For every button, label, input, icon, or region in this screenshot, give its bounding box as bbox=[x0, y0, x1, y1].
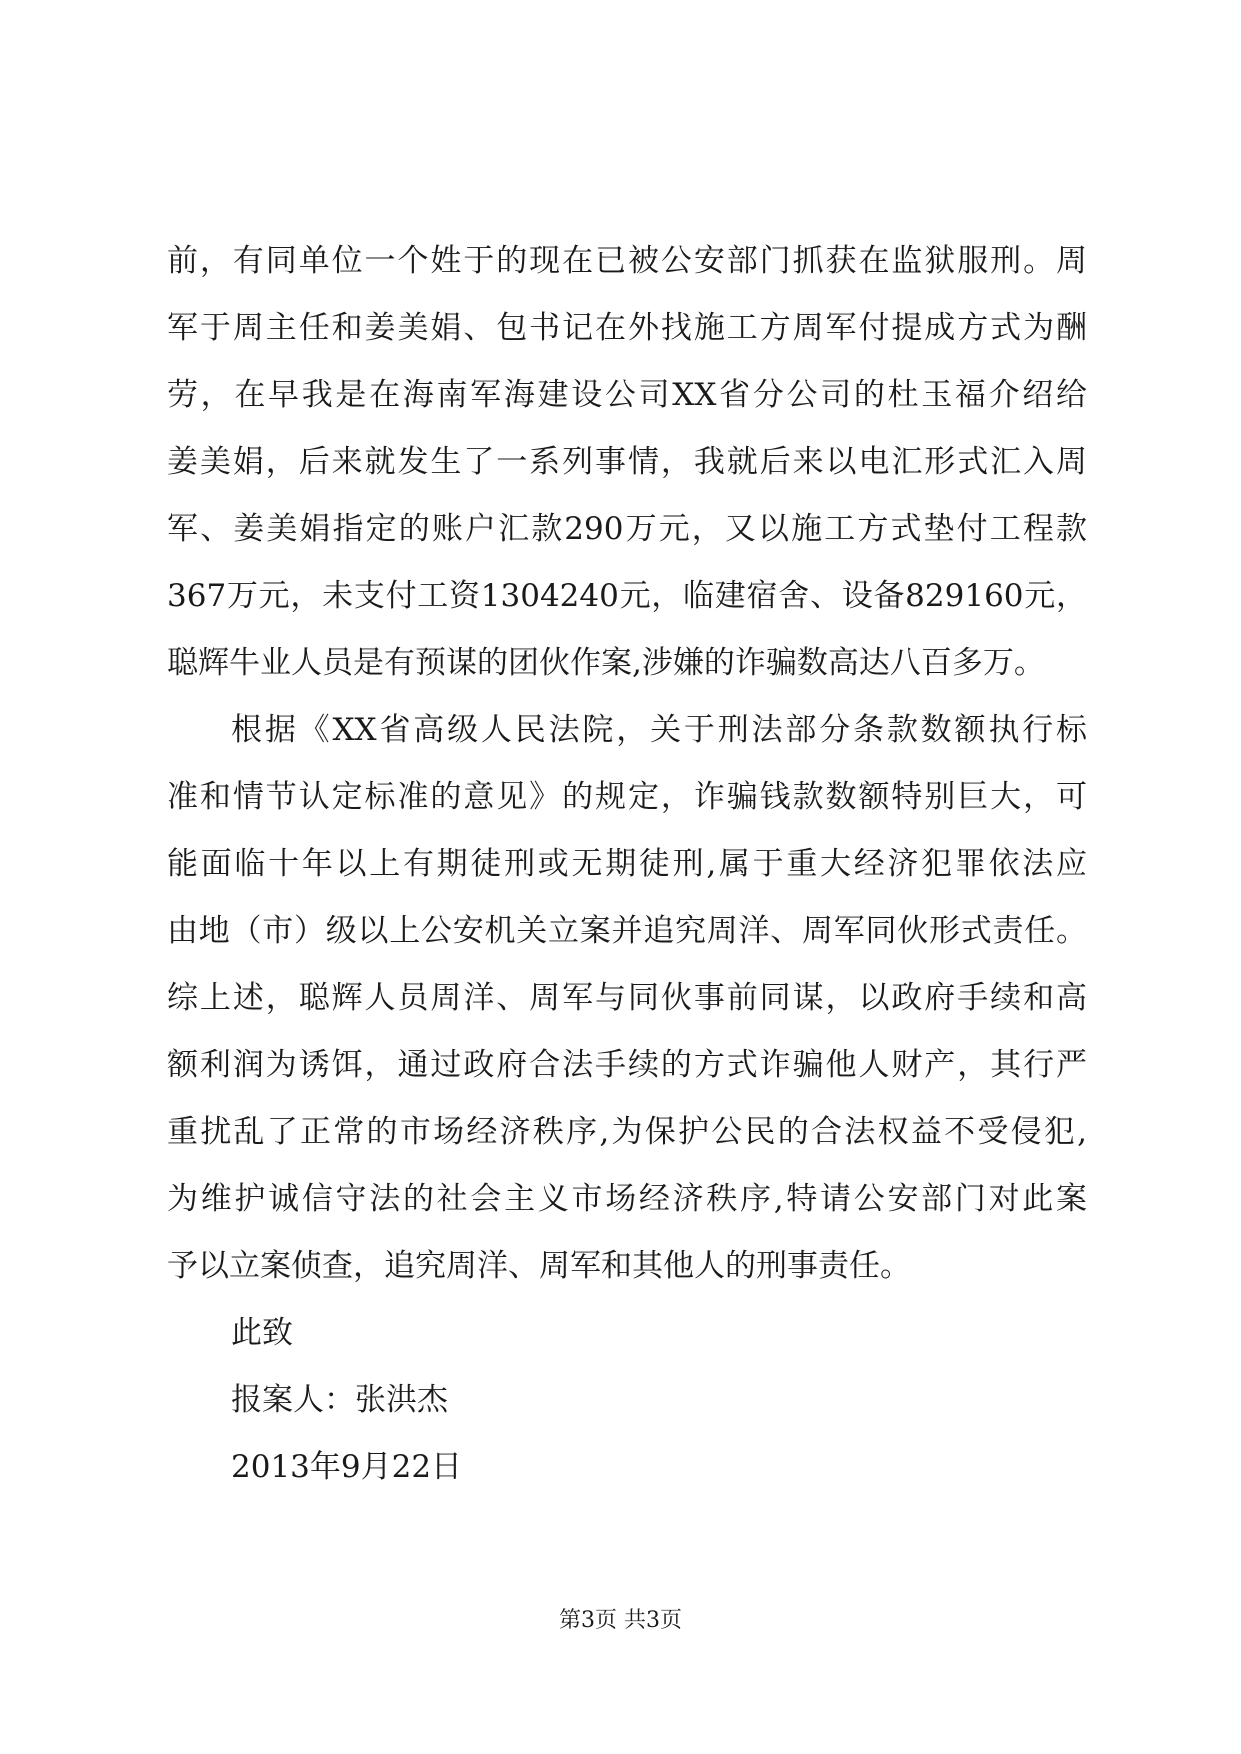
reporter-signature: 报案人：张洪杰 bbox=[231, 1382, 448, 1418]
text-line: 姜美娟，后来就发生了一系列事情，我就后来以电汇形式汇入周 bbox=[167, 444, 1087, 480]
text-line: 根据《XX省高级人民法院，关于刑法部分条款数额执行标 bbox=[231, 712, 1087, 748]
text-line: 额利润为诱饵，通过政府合法手续的方式诈骗他人财产，其行严 bbox=[167, 1047, 1087, 1083]
text-line: 聪辉牛业人员是有预谋的团伙作案,涉嫌的诈骗数高达八百多万。 bbox=[167, 645, 1045, 681]
text-line: 前，有同单位一个姓于的现在已被公安部门抓获在监狱服刑。周 bbox=[167, 243, 1087, 279]
text-line: 为维护诚信守法的社会主义市场经济秩序,特请公安部门对此案 bbox=[167, 1181, 1087, 1217]
text-line: 军、姜美娟指定的账户汇款290万元，又以施工方式垫付工程款 bbox=[167, 511, 1087, 547]
text-line: 综上述，聪辉人员周洋、周军与同伙事前同谋，以政府手续和高 bbox=[167, 980, 1087, 1016]
page-footer: 第3页 共3页 bbox=[559, 1608, 682, 1633]
text-line: 准和情节认定标准的意见》的规定，诈骗钱款数额特别巨大，可 bbox=[167, 779, 1087, 815]
text-line: 由地（市）级以上公安机关立案并追究周洋、周军同伙形式责任。 bbox=[167, 913, 1087, 949]
document-body bbox=[167, 228, 1087, 1501]
text-line: 劳，在早我是在海南军海建设公司XX省分公司的杜玉福介绍给 bbox=[167, 377, 1087, 413]
closing-salutation: 此致 bbox=[231, 1315, 293, 1351]
text-line: 予以立案侦查，追究周洋、周军和其他人的刑事责任。 bbox=[167, 1248, 911, 1284]
text-line: 367万元，未支付工资1304240元，临建宿舍、设备829160元， bbox=[167, 578, 1087, 614]
text-line: 能面临十年以上有期徒刑或无期徒刑,属于重大经济犯罪依法应 bbox=[167, 846, 1087, 882]
text-line: 军于周主任和姜美娟、包书记在外找施工方周军付提成方式为酬 bbox=[167, 310, 1087, 346]
document-date: 2013年9月22日 bbox=[231, 1449, 463, 1485]
text-line: 重扰乱了正常的市场经济秩序,为保护公民的合法权益不受侵犯, bbox=[167, 1114, 1087, 1150]
